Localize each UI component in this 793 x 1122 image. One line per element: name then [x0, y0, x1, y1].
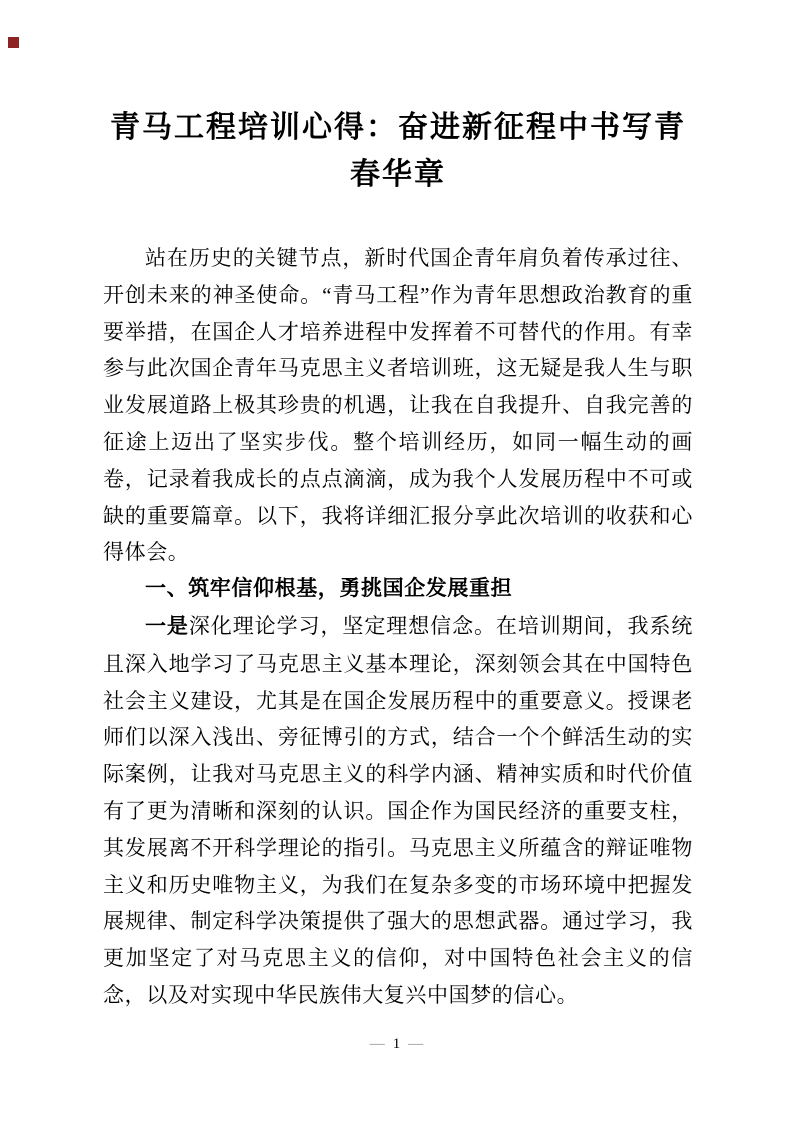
page-number: 1: [392, 1036, 401, 1052]
paragraph-2-lead: 一是: [145, 614, 189, 638]
page-footer: [0, 1034, 793, 1054]
document-content: [103, 104, 693, 1014]
document-body: [103, 240, 693, 1014]
footer-dash-left: —: [369, 1036, 385, 1052]
paragraph-2: [103, 608, 693, 1014]
document-title: [103, 104, 693, 198]
footer-dash-right: —: [408, 1036, 424, 1052]
section-heading-1: 一、筑牢信仰根基，勇挑国企发展重担: [145, 577, 513, 601]
red-marker-icon: [8, 37, 19, 48]
title-line-1: 青马工程培训心得：奋进新征程中书写青: [110, 111, 686, 144]
title-line-2: 春华章: [350, 158, 446, 191]
paragraph-2-text: 深化理论学习，坚定理想信念。在培训期间，我系统且深入地学习了马克思主义基本理论，深刻领会其在中国特色社会主义建设，尤其是在国企发展历程中的重要意义。授课老师们以深入浅出、旁征博引的方式，结合一个个鲜活生动的实际案例，让我对马克思主义的科学内涵、精神实质和时代价值有了更为清晰和深刻的认识。国企作为国民经济的重要支柱，其发展离不开科学理论的指引。马克思主义所蕴含的辩证唯物主义和历史唯物主义，为我们在复杂多变的市场环境中把握发展规律、制定科学决策提供了强大的思想武器。通过学习，我更加坚定了对马克思主义的信仰，对中国特色社会主义的信念，以及对实现中华民族伟大复兴中国梦的信心。: [103, 613, 693, 1007]
paragraph-1: 站在历史的关键节点，新时代国企青年肩负着传承过往、开创未来的神圣使命。“青马工程”作为青年思想政治教育的重要举措，在国企人才培养进程中发挥着不可替代的作用。有幸参与此次国企青年马克思主义者培训班，这无疑是我人生与职业发展道路上极其珍贵的机遇，让我在自我提升、自我完善的征途上迈出了坚实步伐。整个培训经历，如同一幅生动的画卷，记录着我成长的点点滴滴，成为我个人发展历程中不可或缺的重要篇章。以下，我将详细汇报分享此次培训的收获和心得体会。: [103, 246, 693, 565]
